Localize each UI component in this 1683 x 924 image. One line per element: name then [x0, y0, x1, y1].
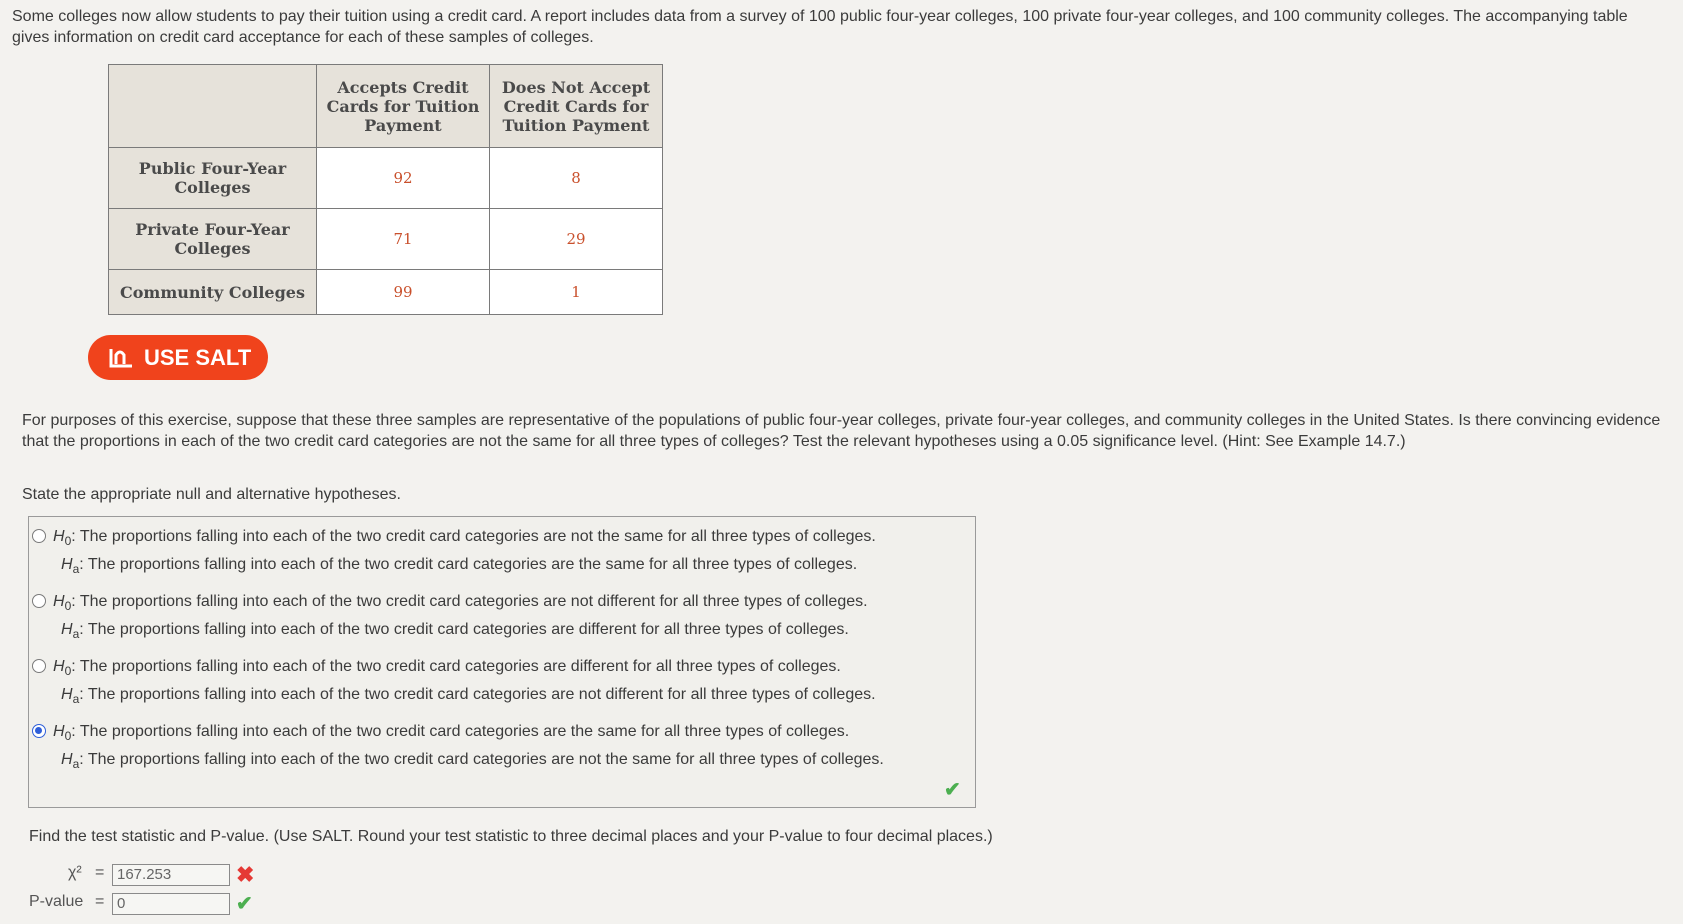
- option-1-ha: The proportions falling into each of the two credit card categories are the same for all three types of colleges.: [87, 556, 858, 573]
- option-2-h0: The proportions falling into each of the two credit card categories are not different for all three types of colleges.: [79, 593, 868, 610]
- find-instructions: Find the test statistic and P-value. (Use SALT. Round your test statistic to three decimal places and your P-value to four decimal places.): [29, 828, 993, 845]
- cell-community-accepts: 99: [317, 270, 490, 315]
- col-header-not-accept: Does Not Accept Credit Cards for Tuition Payment: [490, 65, 663, 148]
- cell-public-accepts: 92: [317, 148, 490, 209]
- credit-card-table: [108, 64, 663, 315]
- radio-option-3[interactable]: [32, 659, 46, 673]
- row-header-public: Public Four-Year Colleges: [109, 148, 317, 209]
- use-salt-label: USE SALT: [144, 344, 252, 370]
- option-2-ha: The proportions falling into each of the two credit card categories are different for all three types of colleges.: [87, 621, 849, 638]
- intro-text: Some colleges now allow students to pay their tuition using a credit card. A report includes data from a survey of 100 public four-year colleges, 100 private four-year colleges, and 100 community colleges. The accompanying table gives information on credit card acceptance for each of these samples of colleges.: [12, 8, 1628, 46]
- state-prompt: State the appropriate null and alternative hypotheses.: [22, 486, 401, 503]
- cell-public-not-accept: 8: [490, 148, 663, 209]
- p-value-input[interactable]: 0: [112, 893, 230, 915]
- table-corner: [109, 65, 317, 148]
- cell-community-not-accept: 1: [490, 270, 663, 315]
- option-4-h0: The proportions falling into each of the two credit card categories are the same for all three types of colleges.: [79, 723, 850, 740]
- radio-option-4-selected[interactable]: [32, 724, 46, 738]
- radio-option-1[interactable]: [32, 529, 46, 543]
- row-header-community: Community Colleges: [109, 270, 317, 315]
- use-salt-button[interactable]: [88, 335, 268, 380]
- chi-equals: =: [95, 864, 105, 881]
- option-1-h0: The proportions falling into each of the two credit card categories are not the same for all three types of colleges.: [79, 528, 876, 545]
- cell-private-not-accept: 29: [490, 209, 663, 270]
- radio-option-2[interactable]: [32, 594, 46, 608]
- row-header-private: Private Four-Year Colleges: [109, 209, 317, 270]
- chi-square-label: χ²: [68, 864, 82, 881]
- p-value-label: P-value: [29, 893, 84, 910]
- check-icon: ✔: [944, 779, 961, 801]
- option-3-ha: The proportions falling into each of the two credit card categories are not different for all three types of colleges.: [87, 686, 876, 703]
- correct-check-icon: ✔: [236, 893, 253, 915]
- option-4-ha: The proportions falling into each of the two credit card categories are not the same for all three types of colleges.: [87, 751, 884, 768]
- col-header-accepts: Accepts Credit Cards for Tuition Payment: [317, 65, 490, 148]
- incorrect-x-icon: ✖: [236, 862, 255, 887]
- salt-chart-icon: [108, 347, 134, 369]
- option-3-h0: The proportions falling into each of the two credit card categories are different for all three types of colleges.: [79, 658, 841, 675]
- cell-private-accepts: 71: [317, 209, 490, 270]
- hypotheses-choices: $H_0$: The proportions falling into each of the two credit card categories are not the same for all three types of colleges. $H_a$: The proportions falling into each of the two credit card categories are the same for all three types of colleges. $H_0$: The proportions falling into each of the two credit card categories are not different for all three types of colleges. $H_a$: The proportions falling into each of the two credit card categories are different for all three types of colleges. $H_0$: The proportions falling into each of the two credit card categories are different for all three types of colleges. $H_a$: The proportions falling into each of the two credit card categories are not different for all three types of colleges. $H_0$: The proportions falling into each of the two credit card categories are the same for all three types of colleges. $H_a$: The proportions falling into each of the two credit card categories are not the same for all three types of colleges. ✔: [28, 516, 976, 808]
- p-value-equals: =: [95, 893, 105, 910]
- chi-square-input[interactable]: 167.253: [112, 864, 230, 886]
- question-text: For purposes of this exercise, suppose that these three samples are representative of the populations of public four-year colleges, private four-year colleges, and community colleges in the United States. Is there convincing evidence that the proportions in each of the two credit card categories are not the same for all three types of colleges? Test the relevant hypotheses using a 0.05 significance level. (Hint: See Example 14.7.): [22, 412, 1661, 450]
